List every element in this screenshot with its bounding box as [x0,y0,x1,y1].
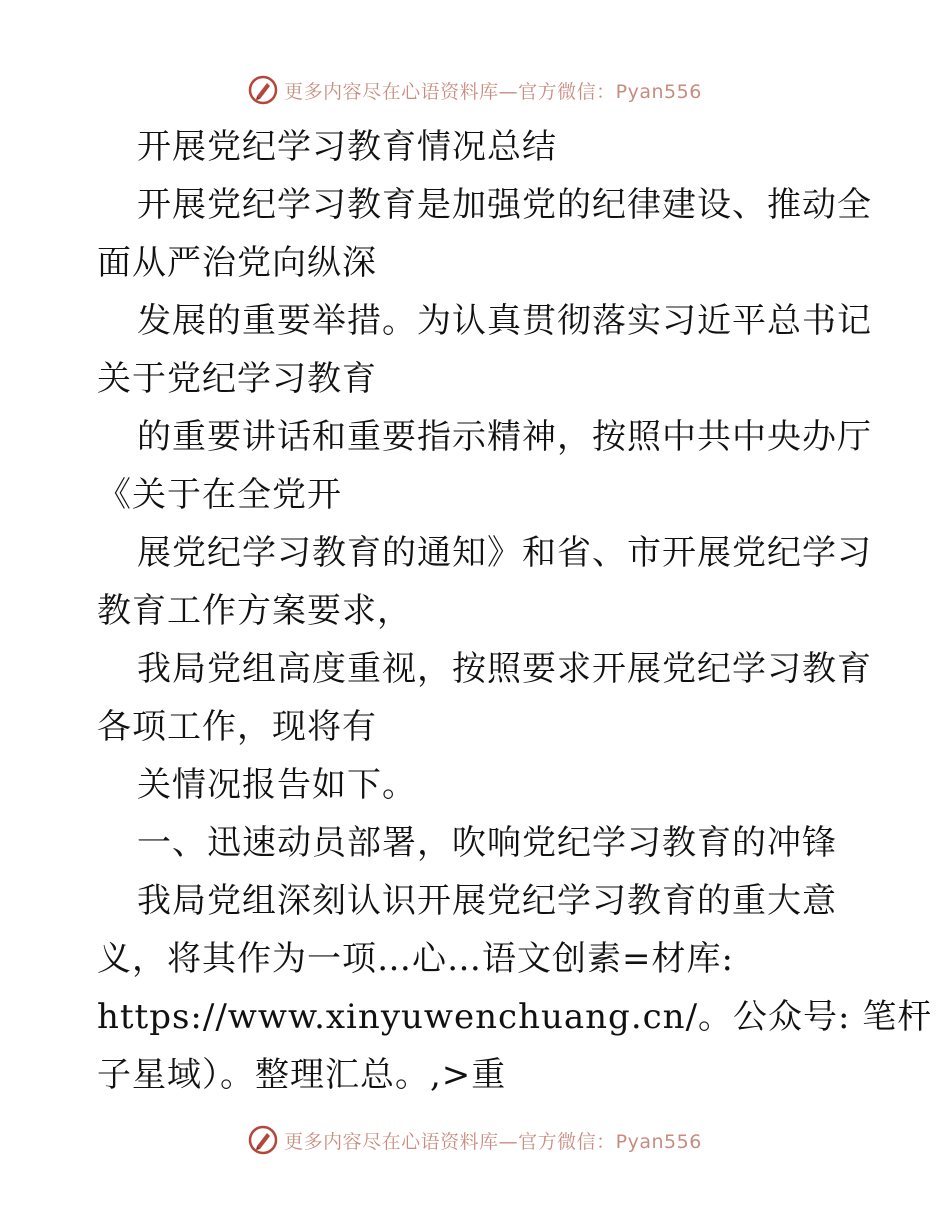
text-line: https://www.xinyuwenchuang.cn/。公众号: 笔杆 [97,997,933,1037]
text-line: 展党纪学习教育的通知》和省、市开展党纪学习 [137,533,872,573]
text-line: 义，将其作为一项…心…语文创素=材库: [97,939,734,979]
text-line: 的重要讲话和重要指示精神，按照中共中央办厅 [137,417,872,457]
text-line: 一、迅速动员部署，吹响党纪学习教育的冲锋 [137,823,837,863]
document-body [97,118,933,1104]
text-line: 面从严治党向纵深 [97,243,377,283]
text-line: 子星域）。整理汇总。,>重 [97,1055,507,1095]
text-line: 《关于在全党开 [97,475,342,515]
text-line: 各项工作，现将有 [97,707,377,747]
text-line: 关情况报告如下。 [137,765,417,805]
pen-logo-icon [248,1125,278,1155]
text-line: 我局党组高度重视，按照要求开展党纪学习教育 [137,649,872,689]
footer-banner [0,1120,950,1160]
text-line: 开展党纪学习教育是加强党的纪律建设、推动全 [137,185,872,225]
text-line: 教育工作方案要求， [97,591,412,631]
banner-text: 更多内容尽在心语资料库—官方微信：Pyan556 [284,80,702,103]
text-line: 关于党纪学习教育 [97,359,377,399]
pen-logo-icon [248,75,278,105]
text-line: 我局党组深刻认识开展党纪学习教育的重大意 [137,881,837,921]
text-line: 发展的重要举措。为认真贯彻落实习近平总书记 [137,301,872,341]
banner-text: 更多内容尽在心语资料库—官方微信：Pyan556 [284,1130,702,1153]
text-line: 开展党纪学习教育情况总结 [137,127,557,167]
header-banner [0,70,950,110]
